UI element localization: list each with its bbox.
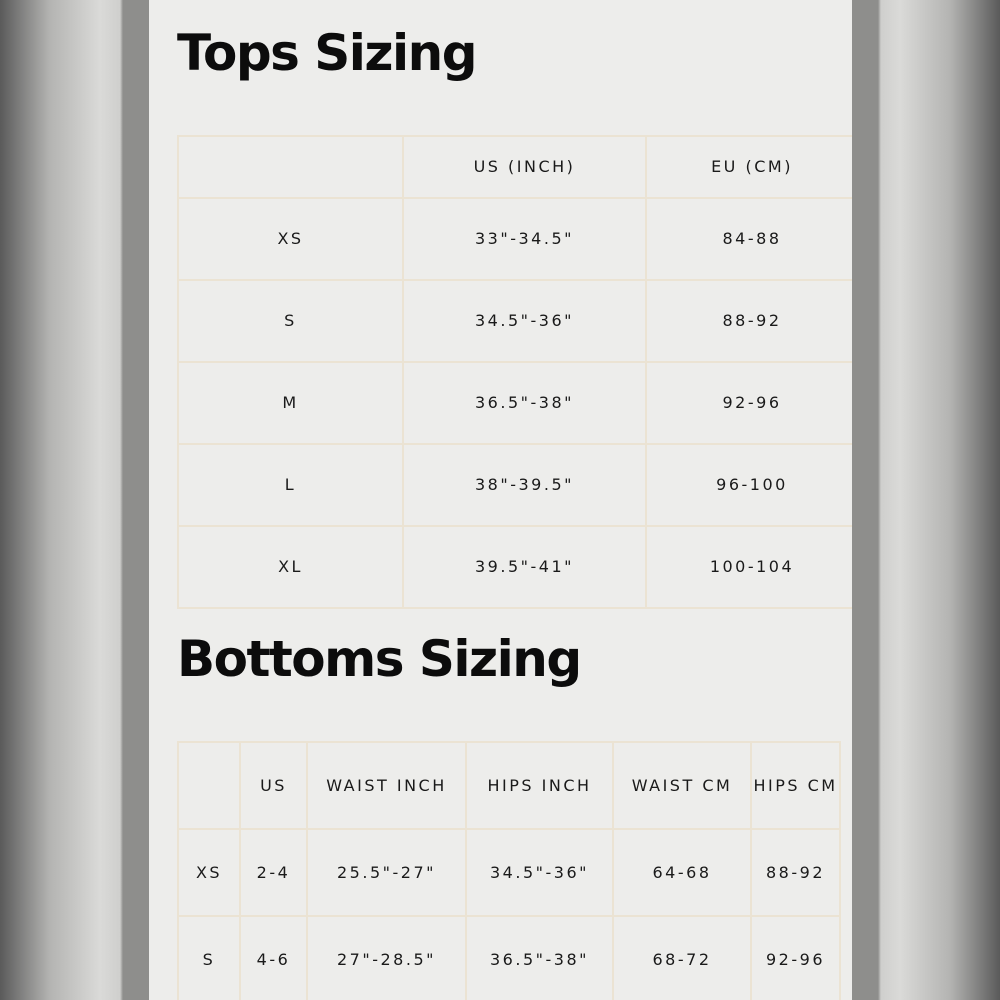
us-inch-cell: 33"-34.5" (403, 198, 646, 280)
bottoms-sizing-heading: Bottoms Sizing (177, 630, 581, 688)
hips-cm-cell: 88-92 (751, 829, 840, 916)
waist-inch-cell: 25.5"-27" (307, 829, 466, 916)
eu-cm-cell: 88-92 (646, 280, 852, 362)
table-header-row (178, 136, 852, 198)
us-inch-cell: 38"-39.5" (403, 444, 646, 526)
header-cell-hips-inch: HIPS INCH (466, 742, 613, 829)
table-row (178, 198, 852, 280)
size-cell: S (178, 280, 403, 362)
hips-inch-cell: 34.5"-36" (466, 829, 613, 916)
tops-sizing-heading: Tops Sizing (177, 24, 477, 82)
size-cell: XL (178, 526, 403, 608)
us-inch-cell: 39.5"-41" (403, 526, 646, 608)
size-cell: XS (178, 829, 240, 916)
eu-cm-cell: 84-88 (646, 198, 852, 280)
size-cell: S (178, 916, 240, 1000)
table-row (178, 362, 852, 444)
eu-cm-cell: 100-104 (646, 526, 852, 608)
us-inch-cell: 36.5"-38" (403, 362, 646, 444)
table-row (178, 444, 852, 526)
eu-cm-cell: 96-100 (646, 444, 852, 526)
waist-cm-cell: 68-72 (613, 916, 751, 1000)
header-cell-empty (178, 742, 240, 829)
header-cell-us-inch: US (INCH) (403, 136, 646, 198)
header-cell-waist-inch: WAIST INCH (307, 742, 466, 829)
us-cell: 2-4 (240, 829, 307, 916)
header-cell-empty (178, 136, 403, 198)
tops-size-table (177, 135, 852, 609)
waist-inch-cell: 27"-28.5" (307, 916, 466, 1000)
table-row (178, 916, 840, 1000)
size-cell: L (178, 444, 403, 526)
hips-inch-cell: 36.5"-38" (466, 916, 613, 1000)
table-header-row (178, 742, 840, 829)
header-cell-eu-cm: EU (CM) (646, 136, 852, 198)
size-cell: XS (178, 198, 403, 280)
table-row (178, 526, 852, 608)
waist-cm-cell: 64-68 (613, 829, 751, 916)
table-row (178, 280, 852, 362)
bottoms-size-table (177, 741, 841, 1000)
table-row (178, 829, 840, 916)
us-cell: 4-6 (240, 916, 307, 1000)
header-cell-hips-cm: HIPS CM (751, 742, 840, 829)
header-cell-us: US (240, 742, 307, 829)
size-cell: M (178, 362, 403, 444)
eu-cm-cell: 92-96 (646, 362, 852, 444)
us-inch-cell: 34.5"-36" (403, 280, 646, 362)
header-cell-waist-cm: WAIST CM (613, 742, 751, 829)
size-guide-page (149, 0, 852, 1000)
hips-cm-cell: 92-96 (751, 916, 840, 1000)
